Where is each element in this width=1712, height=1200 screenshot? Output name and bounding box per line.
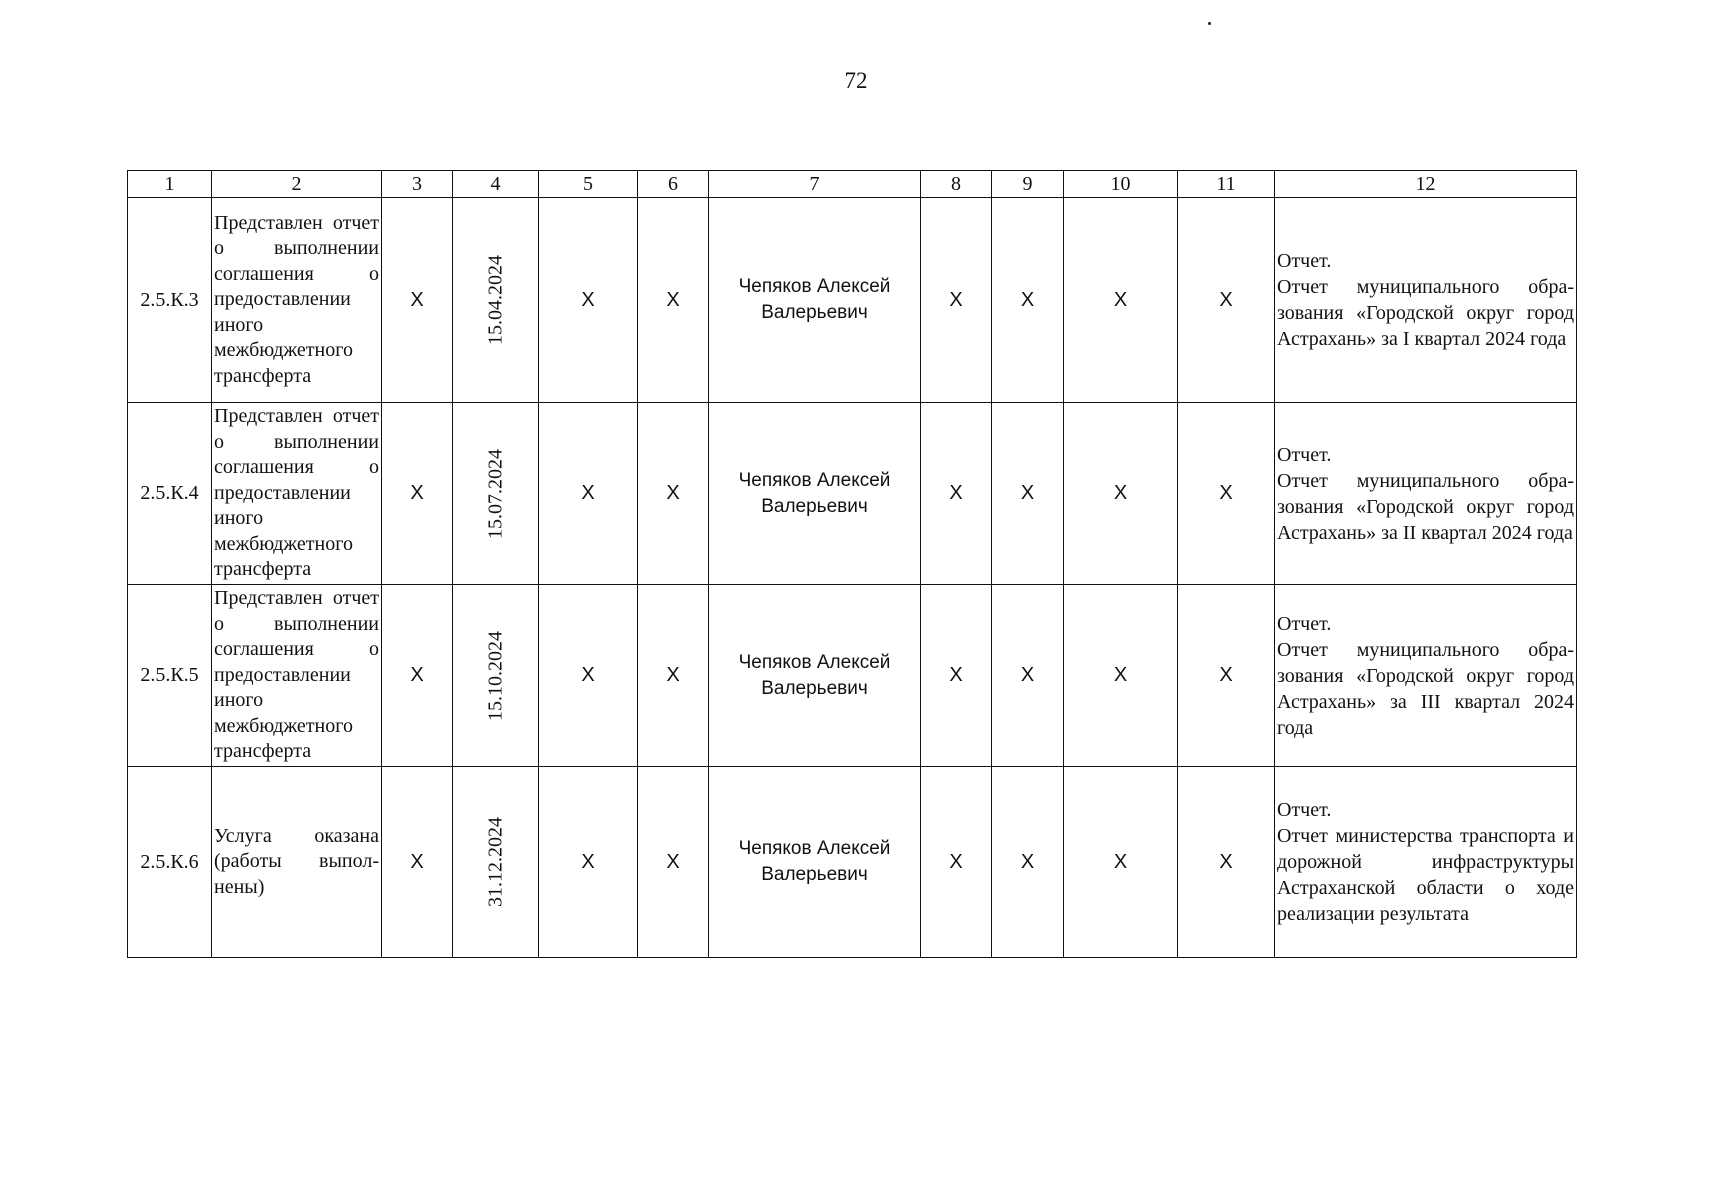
page-number: 72 [844, 68, 868, 93]
x-mark: X [1064, 198, 1178, 403]
x-mark: X [539, 767, 638, 958]
responsible-person: Чепяков Алексей Валерьевич [709, 585, 921, 767]
header-cell: 8 [921, 171, 992, 198]
x-mark: X [382, 585, 453, 767]
x-mark: X [1178, 403, 1275, 585]
x-mark: X [638, 198, 709, 403]
header-cell: 10 [1064, 171, 1178, 198]
x-mark: X [539, 198, 638, 403]
date-cell [453, 585, 539, 767]
x-mark: X [1064, 585, 1178, 767]
header-cell: 4 [453, 171, 539, 198]
x-mark: X [921, 585, 992, 767]
x-mark: X [382, 767, 453, 958]
table-row [128, 767, 1577, 958]
date-cell [453, 198, 539, 403]
x-mark: X [382, 198, 453, 403]
responsible-person: Чепяков Алексей Валерьевич [709, 767, 921, 958]
x-mark: X [992, 198, 1064, 403]
x-mark: X [992, 767, 1064, 958]
result-text: Представлен отчет о выполнении соглашения о предоставлении иного межбюджетного трансферта [212, 403, 382, 585]
table-row [128, 198, 1577, 403]
confirming-document: Отчет. Отчет муниципального образования «Городской округ город Астрахань» за I квартал 2024 года [1275, 198, 1577, 403]
x-mark: X [1178, 585, 1275, 767]
x-mark: X [921, 403, 992, 585]
header-cell: 3 [382, 171, 453, 198]
x-mark: X [539, 585, 638, 767]
x-mark: X [1064, 767, 1178, 958]
row-code: 2.5.К.4 [128, 403, 212, 585]
result-text: Услуга оказана (работы выполнены) [212, 767, 382, 958]
control-date: 15.10.2024 [484, 630, 506, 721]
header-cell: 1 [128, 171, 212, 198]
x-mark: X [1178, 767, 1275, 958]
x-mark: X [992, 403, 1064, 585]
header-cell: 7 [709, 171, 921, 198]
header-cell: 12 [1275, 171, 1577, 198]
responsible-person: Чепяков Алексей Валерьевич [709, 198, 921, 403]
header-row [128, 171, 1577, 198]
scan-speck [1208, 22, 1211, 25]
x-mark: X [921, 767, 992, 958]
result-text: Представлен отчет о выполнении соглашения о предоставлении иного межбюджетного трансферта [212, 198, 382, 403]
confirming-document: Отчет. Отчет муниципального образования «Городской округ город Астрахань» за III квартал 2024 года [1275, 585, 1577, 767]
x-mark: X [638, 585, 709, 767]
x-mark: X [992, 585, 1064, 767]
row-code: 2.5.К.6 [128, 767, 212, 958]
control-date: 31.12.2024 [484, 817, 506, 907]
x-mark: X [1178, 198, 1275, 403]
responsible-person: Чепяков Алексей Валерьевич [709, 403, 921, 585]
x-mark: X [1064, 403, 1178, 585]
confirming-document: Отчет. Отчет муниципального образования «Городской округ город Астрахань» за II квартал 2024 года [1275, 403, 1577, 585]
x-mark: X [382, 403, 453, 585]
header-cell: 11 [1178, 171, 1275, 198]
plan-table [127, 170, 1577, 958]
control-date: 15.04.2024 [484, 255, 506, 345]
row-code: 2.5.К.3 [128, 198, 212, 403]
x-mark: X [638, 403, 709, 585]
header-cell: 6 [638, 171, 709, 198]
row-code: 2.5.К.5 [128, 585, 212, 767]
table-row [128, 585, 1577, 767]
header-cell: 2 [212, 171, 382, 198]
table-row [128, 403, 1577, 585]
date-cell [453, 767, 539, 958]
result-text: Представлен отчет о выполнении соглашения о предоставлении иного межбюджетного трансферта [212, 585, 382, 767]
header-cell: 5 [539, 171, 638, 198]
header-cell: 9 [992, 171, 1064, 198]
date-cell [453, 403, 539, 585]
confirming-document: Отчет. Отчет министерства транспорта и дорожной инфраструктуры Астраханской области о ходе реализации результата [1275, 767, 1577, 958]
x-mark: X [539, 403, 638, 585]
control-date: 15.07.2024 [484, 448, 506, 539]
x-mark: X [638, 767, 709, 958]
x-mark: X [921, 198, 992, 403]
